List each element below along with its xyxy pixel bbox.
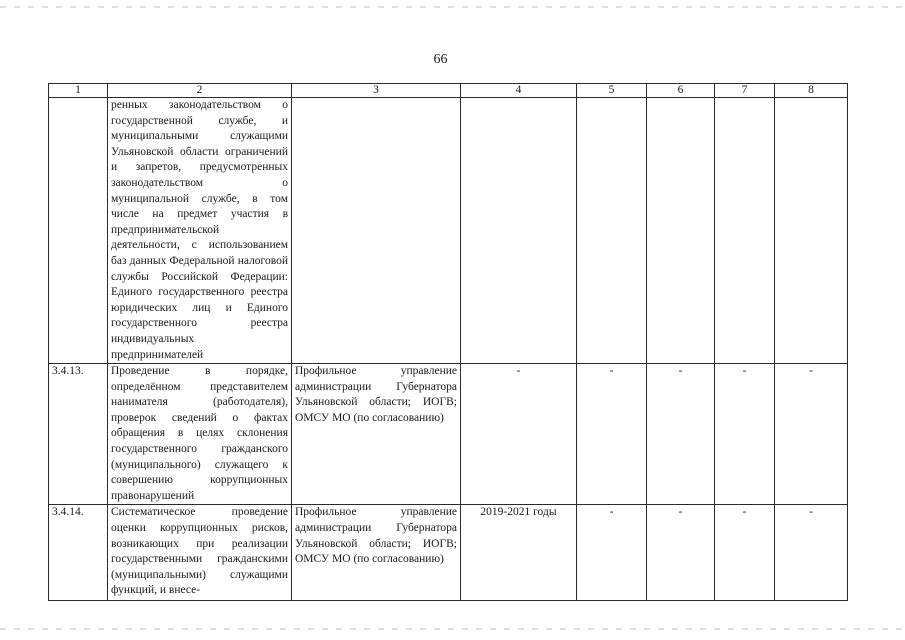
value-cell: -: [647, 364, 715, 505]
value-cell: -: [715, 364, 775, 505]
value-cell: [647, 98, 715, 364]
responsible-executor: Профильное управление администрации Губернатора Ульяновской области; ИОГВ; ОМСУ МО (по согласованию): [292, 364, 461, 505]
table-row: [49, 364, 848, 505]
value-cell: -: [715, 505, 775, 601]
value-cell: [577, 98, 647, 364]
deadline-cell: 2019-2021 годы: [461, 505, 577, 601]
deadline-cell: [461, 98, 577, 364]
scan-noise: [0, 6, 905, 8]
header-cell: 5: [577, 84, 647, 98]
value-cell: -: [577, 505, 647, 601]
value-cell: [715, 98, 775, 364]
responsible-executor: [292, 98, 461, 364]
header-cell: 7: [715, 84, 775, 98]
header-cell: 2: [108, 84, 292, 98]
measure-description: Проведение в порядке, определённом представителем нанимателя (работодателя), проверок сведений о фактах обращения в целях склонения государственного гражданского (муниципального) служащего к совершению коррупционных правонарушений: [108, 364, 292, 505]
header-cell: 8: [775, 84, 848, 98]
header-cell: 3: [292, 84, 461, 98]
table-row: [49, 98, 848, 364]
measure-description: ренных законодательством о государственной службе, и муниципальными служащими Ульяновской области ограничений и запретов, предусмотренных законодательством о муниципальной службе, в том числе на предмет участия в предпринимательской деятельности, с использованием баз данных Федеральной налоговой службы Российской Федерации: Единого государственного реестра юридических лиц и Единого государственного реестра индивидуальных предпринимателей: [108, 98, 292, 364]
value-cell: [775, 98, 848, 364]
deadline-cell: -: [461, 364, 577, 505]
row-number: [49, 98, 108, 364]
measures-table: [48, 83, 848, 601]
value-cell: -: [775, 505, 848, 601]
header-cell: 4: [461, 84, 577, 98]
measure-description: Систематическое проведение оценки коррупционных рисков, возникающих при реализации государственными гражданскими (муниципальными) служащими функций, и внесе-: [108, 505, 292, 601]
page-number: 66: [433, 52, 448, 67]
row-number: 3.4.13.: [49, 364, 108, 505]
value-cell: -: [577, 364, 647, 505]
table-row: [49, 505, 848, 601]
responsible-executor: Профильное управление администрации Губернатора Ульяновской области; ИОГВ; ОМСУ МО (по согласованию): [292, 505, 461, 601]
row-number: 3.4.14.: [49, 505, 108, 601]
header-cell: 1: [49, 84, 108, 98]
value-cell: -: [647, 505, 715, 601]
header-cell: 6: [647, 84, 715, 98]
scan-noise: [0, 628, 905, 630]
value-cell: -: [775, 364, 848, 505]
header-row: [49, 84, 848, 98]
